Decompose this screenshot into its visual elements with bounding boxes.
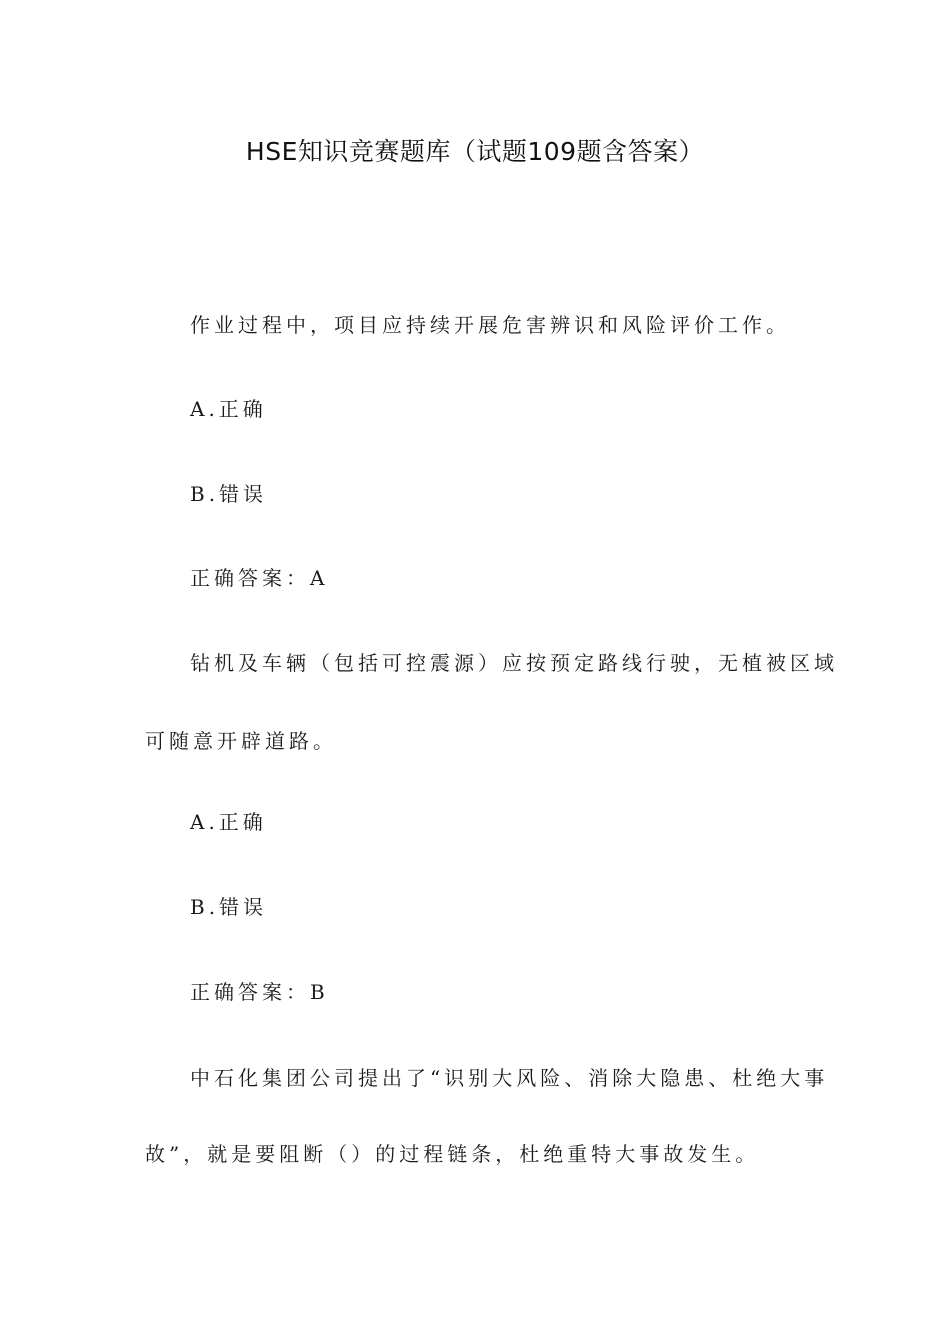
question-3-stem-line-2: 故”，就是要阻断（）的过程链条，杜绝重特大事故发生。 <box>145 1142 760 1166</box>
question-2-stem-line-1: 钻机及车辆（包括可控震源）应按预定路线行驶，无植被区域 <box>190 651 838 675</box>
question-1-answer: 正确答案：A <box>190 566 329 590</box>
question-3-stem-line-1: 中石化集团公司提出了“识别大风险、消除大隐患、杜绝大事 <box>190 1066 829 1090</box>
question-1-option-b: B.错误 <box>190 482 268 506</box>
question-1-option-a: A.正确 <box>190 397 267 421</box>
question-2-answer: 正确答案：B <box>190 980 329 1004</box>
document-title: HSE知识竞赛题库（试题109题含答案） <box>245 137 705 166</box>
question-2-option-b: B.错误 <box>190 895 268 919</box>
question-1-stem: 作业过程中，项目应持续开展危害辨识和风险评价工作。 <box>190 313 790 337</box>
question-2-stem-line-2: 可随意开辟道路。 <box>145 729 337 753</box>
question-2-option-a: A.正确 <box>190 810 267 834</box>
